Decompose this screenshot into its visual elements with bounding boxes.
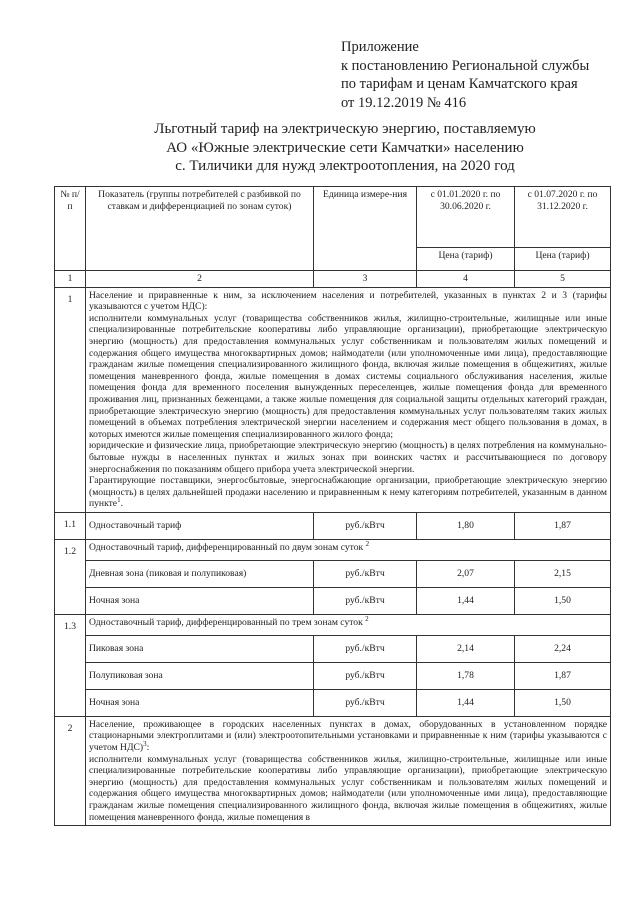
row-1-1 <box>55 512 611 539</box>
section2-paragraph: исполнители коммунальных услуг (товарищества собственников жилья, жилищно-строительные, жилищные или иные специализированные потребительские кооперативы либо управляющие организации), приобретающие электрическую энергию (мощность) для предоставления коммунальных услуг собственникам и пользователям жилых помещений и содержания общего имущества многоквартирных домов; наймодатели (или уполномоченные ими лица), предоставляющие гражданам жилые помещения специализированного жилищного фонда, включая жилые помещения в общежитиях, жилые помещения маневренного фонда, жилые помещения в <box>89 753 607 823</box>
zone-unit: руб./кВтч <box>314 689 417 716</box>
header-price1: Цена (тариф) <box>417 248 515 271</box>
row-1-3 <box>55 614 611 635</box>
zone-unit: руб./кВтч <box>314 662 417 689</box>
zone-value: 2,24 <box>515 635 611 662</box>
header-price2: Цена (тариф) <box>515 248 611 271</box>
zone-row <box>55 662 611 689</box>
section1-row <box>55 287 611 512</box>
row-label <box>86 614 611 635</box>
col-number: 1 <box>55 271 86 288</box>
section1-paragraph: исполнители коммунальных услуг (товарищества собственников жилья, жилищно-строительные, жилищные или иные специализированные потребительские кооперативы либо управляющие организации), приобретающие электрическую энергию (мощность) для предоставления коммунальных услуг собственникам и пользователям жилых помещений и содержания общего имущества многоквартирных домов; наймодатели (или уполномоченные ими лица), предоставляющие гражданам жилые помещения специализированного жилищного фонда, включая жилые помещения в общежитиях, жилые помещения маневренного фонда, жилые помещения в домах системы социального обслуживания населения, жилые помещения фонда для временного поселения вынужденных переселенцев, жилые помещения фонда для временного проживания лиц, признанных беженцами, а также жилые помещения для социальной защиты отдельных категорий граждан, приобретающие электрическую энергию (мощность) для предоставления коммунальных услуг пользователям таких жилых помещений в объемах потребления электрической энергии населением и содержания мест общего пользования в домах, в которых имеются жилые помещения специализированного жилого фонда; <box>89 312 607 440</box>
zone-value: 1,78 <box>417 662 515 689</box>
zone-value: 2,14 <box>417 635 515 662</box>
zone-label: Пиковая зона <box>86 635 314 662</box>
tariff-table <box>54 186 611 826</box>
row-1-2 <box>55 539 611 560</box>
section1-text <box>86 287 611 512</box>
zone-value: 2,15 <box>515 560 611 587</box>
appendix-line: к постановлению Региональной службы <box>341 57 590 74</box>
appendix-block <box>341 38 589 112</box>
col-number: 4 <box>417 271 515 288</box>
footnote-mark: 1 <box>117 496 121 505</box>
row-num: 2 <box>55 716 86 825</box>
row-num: 1.1 <box>55 512 86 539</box>
zone-value: 1,50 <box>515 587 611 614</box>
header-period1: с 01.01.2020 г. по 30.06.2020 г. <box>417 187 515 248</box>
section1-paragraph: Гарантирующие поставщики, энергосбытовые, энергоснабжающие организации, приобретающие электрическую энергию (мощность) в целях дальнейшей продажи населению и приравненным к нему категориям потребителей, указанным в данном пункте$^1$. <box>89 475 607 510</box>
zone-unit: руб./кВтч <box>314 635 417 662</box>
col-number: 5 <box>515 271 611 288</box>
zone-value: 2,07 <box>417 560 515 587</box>
zone-value: 1,87 <box>515 662 611 689</box>
zone-value: 1,50 <box>515 689 611 716</box>
zone-row <box>55 635 611 662</box>
col-number: 2 <box>86 271 314 288</box>
zone-row <box>55 587 611 614</box>
header-period2: с 01.07.2020 г. по 31.12.2020 г. <box>515 187 611 248</box>
header-num: № п/п <box>55 187 86 271</box>
row-label: Одноставочный тариф <box>86 512 314 539</box>
row-unit: руб./кВтч <box>314 512 417 539</box>
section2-paragraph: Население, проживающее в городских населенных пунктах в домах, оборудованных в установленном порядке стационарными электроплитами и (или) электроотопительными установками и приравненные к ним (тарифы указываются с учетом НДС)$^3$: <box>89 718 607 754</box>
row-value: 1,87 <box>515 512 611 539</box>
title-line: с. Тиличики для нужд электроотопления, на 2020 год <box>175 158 515 174</box>
zone-row <box>55 560 611 587</box>
zone-label: Ночная зона <box>86 689 314 716</box>
section2-text <box>86 716 611 825</box>
zone-label: Полупиковая зона <box>86 662 314 689</box>
appendix-line: Приложение <box>341 39 419 55</box>
row-num: 1 <box>55 287 86 512</box>
appendix-line: по тарифам и ценам Камчатского края <box>341 76 578 92</box>
appendix-line: от 19.12.2019 № 416 <box>341 94 467 111</box>
footnote-mark: 2 <box>365 614 369 623</box>
section1-paragraph: юридические и физические лица, приобретающие электрическую энергию (мощность) в целях потребления на коммунально-бытовые нужды в населенных пунктах и жилых зонах при воинских частях и рассчитывающиеся по договору энергоснабжения по показаниям общего прибора учета электрической энергии. <box>89 440 607 475</box>
row-num: 1.3 <box>55 614 86 716</box>
col-number: 3 <box>314 271 417 288</box>
footnote-mark: 3 <box>143 739 147 748</box>
column-number-row <box>55 271 611 288</box>
zone-label: Дневная зона (пиковая и полупиковая) <box>86 560 314 587</box>
row-label <box>86 539 611 560</box>
document-title <box>80 120 610 176</box>
row-label-text: Одноставочный тариф, дифференцированный по трем зонам суток <box>89 616 363 628</box>
zone-unit: руб./кВтч <box>314 587 417 614</box>
header-indicator: Показатель (группы потребителей с разбивкой по ставкам и дифференциацией по зонам суток) <box>86 187 314 271</box>
zone-unit: руб./кВтч <box>314 560 417 587</box>
section2-row <box>55 716 611 825</box>
section2-paragraph-text: Население, проживающее в городских населенных пунктах в домах, оборудованных в установленном порядке стационарными электроплитами и (или) электроотопительными установками и приравненные к ним (тарифы указываются с учетом НДС) <box>89 718 607 754</box>
footnote-mark: 2 <box>365 539 370 548</box>
zone-row <box>55 689 611 716</box>
section1-paragraph: Население и приравненные к ним, за исключением населения и потребителей, указанных в пунктах 2 и 3 (тарифы указываются с учетом НДС): <box>89 289 607 313</box>
title-line: АО «Южные электрические сети Камчатки» населению <box>166 139 524 156</box>
row-num: 1.2 <box>55 539 86 614</box>
row-label-text: Одноставочный тариф, дифференцированный по двум зонам суток <box>89 541 364 553</box>
zone-value: 1,44 <box>417 587 515 614</box>
header-row <box>55 187 611 248</box>
row-value: 1,80 <box>417 512 515 539</box>
header-unit: Единица измере-ния <box>314 187 417 271</box>
title-line: Льготный тариф на электрическую энергию, поставляемую <box>154 121 536 137</box>
zone-value: 1,44 <box>417 689 515 716</box>
section1-paragraph-text: Гарантирующие поставщики, энергосбытовые, энергоснабжающие организации, приобретающие электрическую энергию (мощность) в целях дальнейшей продажи населению и приравненным к нему категориям потребителей, указанным в данном пункте <box>89 475 607 510</box>
zone-label: Ночная зона <box>86 587 314 614</box>
